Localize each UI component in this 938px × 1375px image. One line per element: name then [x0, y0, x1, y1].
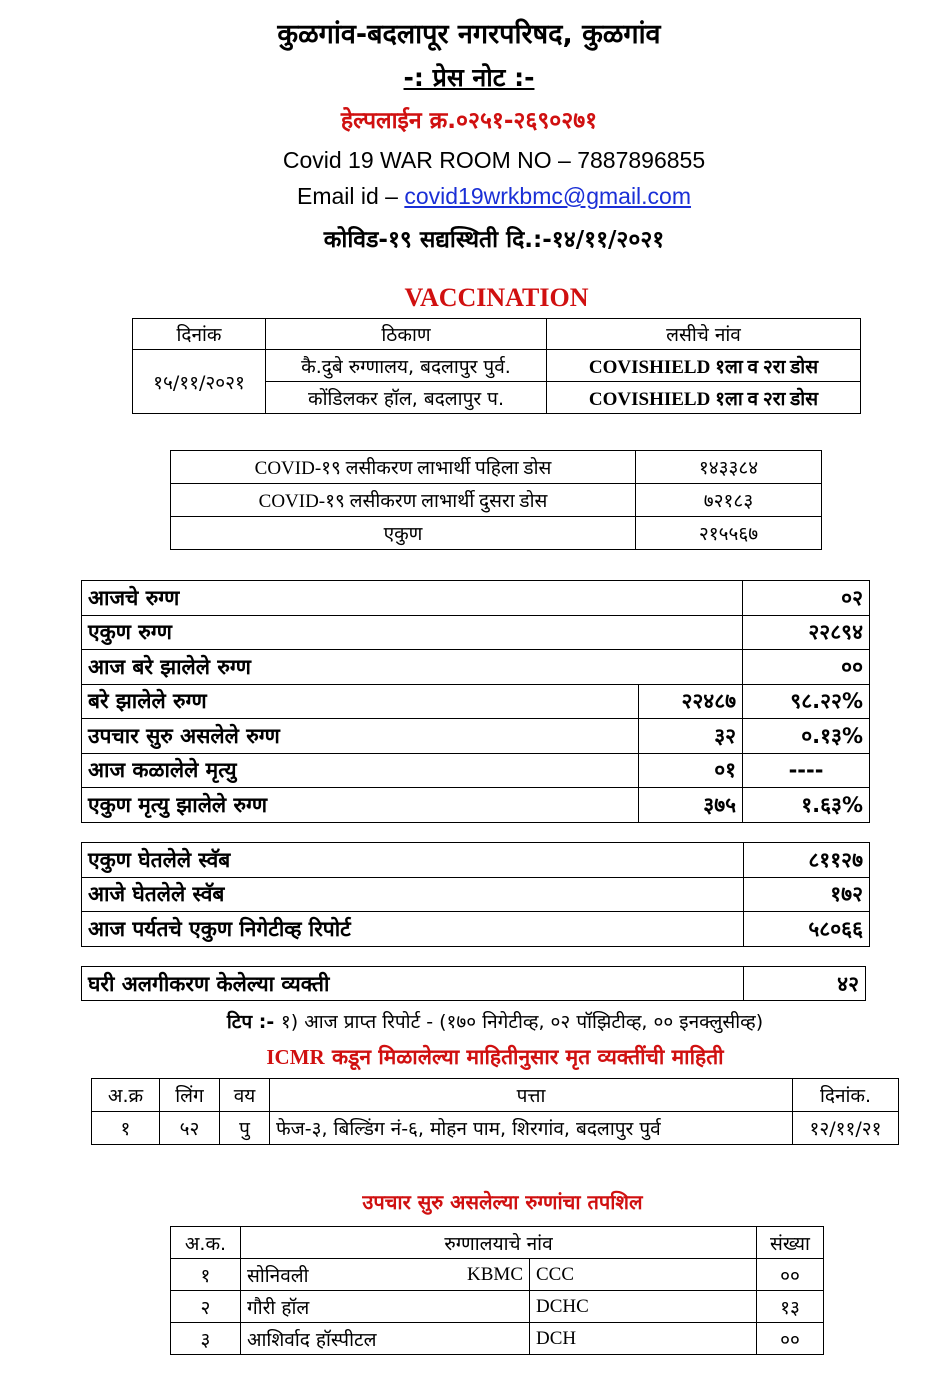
table-row [82, 788, 870, 823]
table-row [171, 484, 822, 517]
vaccination-table [132, 318, 861, 414]
tip-note [0, 1008, 938, 1034]
table-row [133, 350, 861, 382]
swab-label: एकुण घेतलेले स्वॅब [82, 843, 744, 878]
vaccine-cell: COVISHIELD १ला व २रा डोस [547, 350, 861, 382]
column-header-sr: अ.क्र [92, 1079, 160, 1112]
column-header-date: दिनांक. [793, 1079, 899, 1112]
home-isolation-value: ४२ [744, 967, 866, 1001]
column-header-vaccine: लसीचे नांव [547, 319, 861, 350]
stat-label: आज बरे झालेले रुग्ण [82, 650, 743, 685]
table-row [82, 912, 870, 947]
table-row [82, 753, 870, 788]
hospital-org [441, 1323, 530, 1355]
gender-cell: ५२ [160, 1112, 220, 1145]
icmr-heading-prefix: ICMR [266, 1045, 325, 1069]
stat-label: एकुण मृत्यु झालेले रुग्ण [82, 788, 639, 823]
table-header-row [171, 1227, 824, 1259]
table-row [171, 1259, 824, 1291]
stat-count: ०१ [639, 753, 743, 788]
dose-total-value: २१५५६७ [636, 517, 822, 550]
status-date: कोविड-१९ सद्यस्थिती दि.:-१४/११/२०२१ [323, 227, 665, 253]
email-line [0, 183, 938, 210]
column-header-count: संख्या [757, 1227, 824, 1259]
stat-value: ---- [743, 753, 870, 788]
stat-value: २२८९४ [743, 615, 870, 650]
stat-label: आजचे रुग्ण [82, 581, 743, 616]
vaccination-date: १५/११/२०२१ [133, 350, 266, 414]
table-header-row [92, 1079, 899, 1112]
column-header-sr: अ.क. [171, 1227, 241, 1259]
dose-summary-table [170, 450, 822, 550]
sr-cell: १ [92, 1112, 160, 1145]
dose-value: १४३३८४ [636, 451, 822, 484]
table-row [82, 843, 870, 878]
vaccine-cell: COVISHIELD १ला व २रा डोस [547, 382, 861, 414]
email-label: Email id – [296, 183, 405, 209]
dose-label: COVID-१९ लसीकरण लाभार्थी दुसरा डोस [171, 484, 636, 517]
press-note-text: -: प्रेस नोट :- [403, 63, 535, 92]
hospital-org: KBMC [441, 1259, 530, 1291]
table-row [171, 1291, 824, 1323]
swab-value: ८११२७ [744, 843, 870, 878]
dose-label: COVID-१९ लसीकरण लाभार्थी पहिला डोस [171, 451, 636, 484]
icmr-heading-text: कडून मिळालेल्या माहितीनुसार मृत व्यक्तींची माहिती [324, 1045, 724, 1069]
count-cell: ०० [757, 1323, 824, 1355]
table-row [82, 967, 866, 1001]
table-row [82, 684, 870, 719]
stat-label: एकुण रुग्ण [82, 615, 743, 650]
stat-count: २२४८७ [639, 684, 743, 719]
hospital-org [441, 1291, 530, 1323]
helpline-number: हेल्पलाईन क्र.०२५१-२६९०२७१ [340, 108, 598, 134]
council-title: कुळगांव-बदलापूर नगरपरिषद, कुळगांव [277, 19, 661, 50]
dose-value: ७२१८३ [636, 484, 822, 517]
stat-value: ९८.२२% [743, 684, 870, 719]
stat-label: आज कळालेले मृत्यु [82, 753, 639, 788]
column-header-hospital: रुग्णालयाचे नांव [241, 1227, 757, 1259]
swab-label: आज पर्यतचे एकुण निगेटीव्ह रिपोर्ट [82, 912, 744, 947]
active-patients-heading: उपचार सुरु असलेल्या रुग्णांचा तपशिल [362, 1190, 643, 1214]
icmr-heading [0, 1043, 938, 1071]
hospital-table [170, 1226, 824, 1355]
table-header-row [133, 319, 861, 350]
email-link[interactable]: covid19wrkbmc@gmail.com [404, 183, 692, 209]
column-header-address: पत्ता [270, 1079, 793, 1112]
tip-text: १) आज प्राप्त रिपोर्ट - (१७० निगेटीव्ह, ०२ पॉझिटीव्ह, ०० इनक्लुसीव्ह) [280, 1011, 764, 1033]
hospital-type: DCHC [530, 1291, 757, 1323]
count-cell: १३ [757, 1291, 824, 1323]
war-room-number: Covid 19 WAR ROOM NO – 7887896855 [282, 147, 706, 173]
stat-count: ३७५ [639, 788, 743, 823]
hospital-type: CCC [530, 1259, 757, 1291]
table-row [82, 615, 870, 650]
age-cell: पु [220, 1112, 270, 1145]
stat-value: १.६३% [743, 788, 870, 823]
sr-cell: २ [171, 1291, 241, 1323]
home-isolation-table [81, 966, 866, 1001]
dose-total-label: एकुण [171, 517, 636, 550]
table-row [82, 719, 870, 754]
stat-value: ०० [743, 650, 870, 685]
hospital-name: सोनिवली [241, 1259, 441, 1291]
tip-prefix: टिप :- [226, 1011, 281, 1033]
swab-stats-table [81, 842, 870, 947]
patient-stats-table [81, 580, 870, 823]
stat-count: ३२ [639, 719, 743, 754]
table-row [171, 1323, 824, 1355]
column-header-place: ठिकाण [266, 319, 547, 350]
column-header-gender: लिंग [160, 1079, 220, 1112]
hospital-name: आशिर्वाद हॉस्पीटल [241, 1323, 441, 1355]
place-cell: कै.दुबे रुग्णालय, बदलापुर पुर्व. [266, 350, 547, 382]
date-cell: १२/११/२१ [793, 1112, 899, 1145]
hospital-name: गौरी हॉल [241, 1291, 441, 1323]
place-cell: कोंडिलकर हॉल, बदलापुर प. [266, 382, 547, 414]
address-cell: फेज-३, बिल्डिंग नं-६, मोहन पाम, शिरगांव, बदलापुर पुर्व [270, 1112, 793, 1145]
table-row [92, 1112, 899, 1145]
table-row [171, 451, 822, 484]
death-details-table [91, 1078, 899, 1145]
home-isolation-label: घरी अलगीकरण केलेल्या व्यक्ती [82, 967, 744, 1001]
table-row [82, 650, 870, 685]
swab-value: ५८०६६ [744, 912, 870, 947]
column-header-age: वय [220, 1079, 270, 1112]
press-note-heading [0, 60, 938, 94]
hospital-type: DCH [530, 1323, 757, 1355]
table-row [171, 517, 822, 550]
count-cell: ०० [757, 1259, 824, 1291]
swab-label: आजे घेतलेले स्वॅब [82, 877, 744, 912]
swab-value: १७२ [744, 877, 870, 912]
stat-label: बरे झालेले रुग्ण [82, 684, 639, 719]
column-header-date: दिनांक [133, 319, 266, 350]
sr-cell: ३ [171, 1323, 241, 1355]
table-row [82, 581, 870, 616]
stat-value: ०.१३% [743, 719, 870, 754]
sr-cell: १ [171, 1259, 241, 1291]
stat-value: ०२ [743, 581, 870, 616]
vaccination-heading: VACCINATION [404, 283, 589, 312]
stat-label: उपचार सुरु असलेले रुग्ण [82, 719, 639, 754]
table-row [82, 877, 870, 912]
